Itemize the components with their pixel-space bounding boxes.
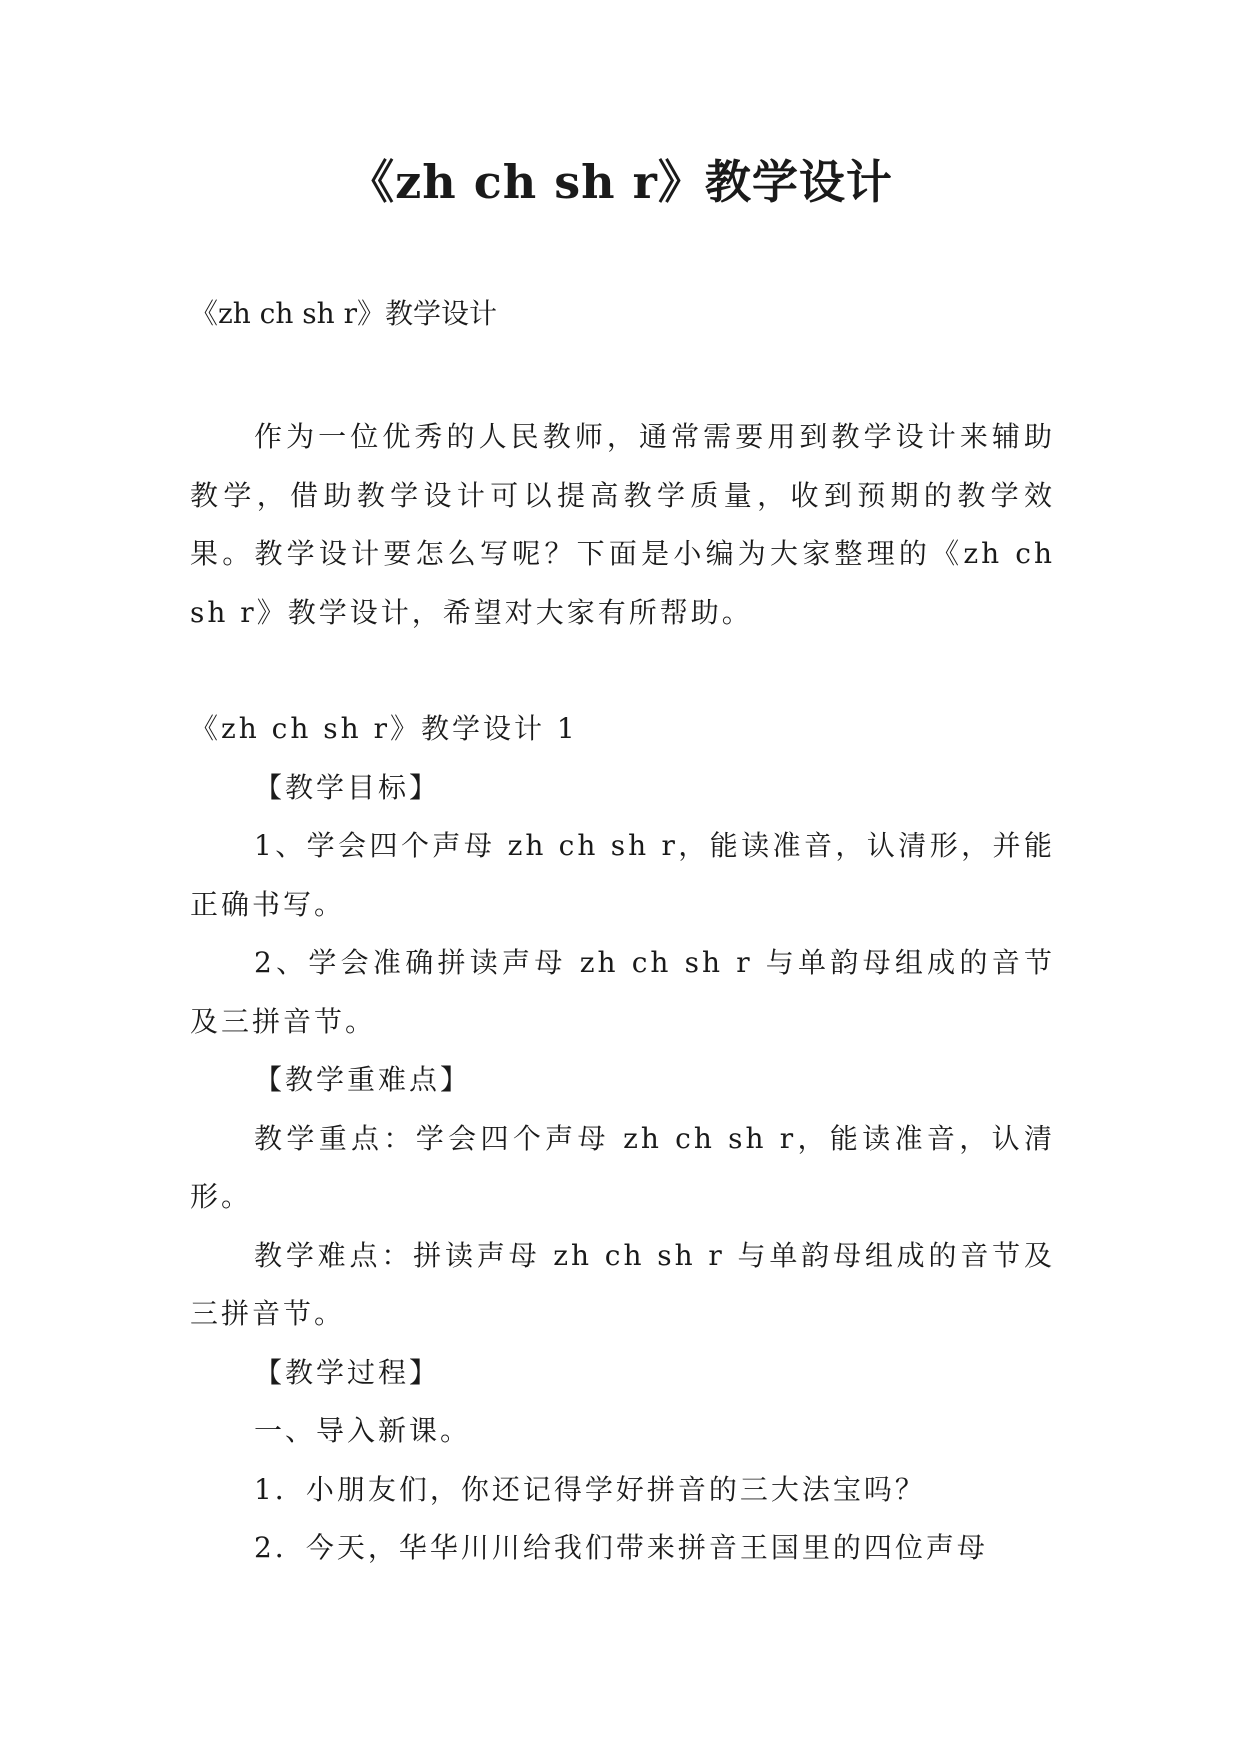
paragraph-gap <box>190 642 1055 700</box>
document-subtitle: 《zh ch sh r》教学设计 <box>190 297 497 330</box>
intro-paragraph: 作为一位优秀的人民教师，通常需要用到教学设计来辅助教学，借助教学设计可以提高教学质量，收到预期的教学效果。教学设计要怎么写呢？下面是小编为大家整理的《zh ch sh r》教学设计，希望对大家有所帮助。 <box>190 420 1055 629</box>
difficulty-paragraph: 教学难点：拼读声母 zh ch sh r 与单韵母组成的音节及三拼音节。 <box>190 1238 1055 1330</box>
document-title: 《zh ch sh r》教学设计 <box>348 155 893 209</box>
goal-item-2: 2、学会准确拼读声母 zh ch sh r 与单韵母组成的音节及三拼音节。 <box>190 946 1055 1038</box>
document-body <box>190 408 1055 1578</box>
process-item-1: 1．小朋友们，你还记得学好拼音的三大法宝吗？ <box>254 1472 926 1506</box>
section-title: 《zh ch sh r》教学设计 1 <box>190 712 578 745</box>
process-step-1: 一、导入新课。 <box>254 1414 472 1447</box>
heading-teaching-goals: 【教学目标】 <box>254 770 441 804</box>
process-item-2: 2．今天，华华川川给我们带来拼音王国里的四位声母 <box>254 1531 988 1564</box>
heading-key-points: 【教学重难点】 <box>254 1063 472 1096</box>
goal-item-1: 1、学会四个声母 zh ch sh r，能读准音，认清形，并能正确书写。 <box>190 829 1055 921</box>
heading-teaching-process: 【教学过程】 <box>254 1355 441 1389</box>
key-point-paragraph: 教学重点：学会四个声母 zh ch sh r，能读准音，认清形。 <box>190 1121 1055 1213</box>
